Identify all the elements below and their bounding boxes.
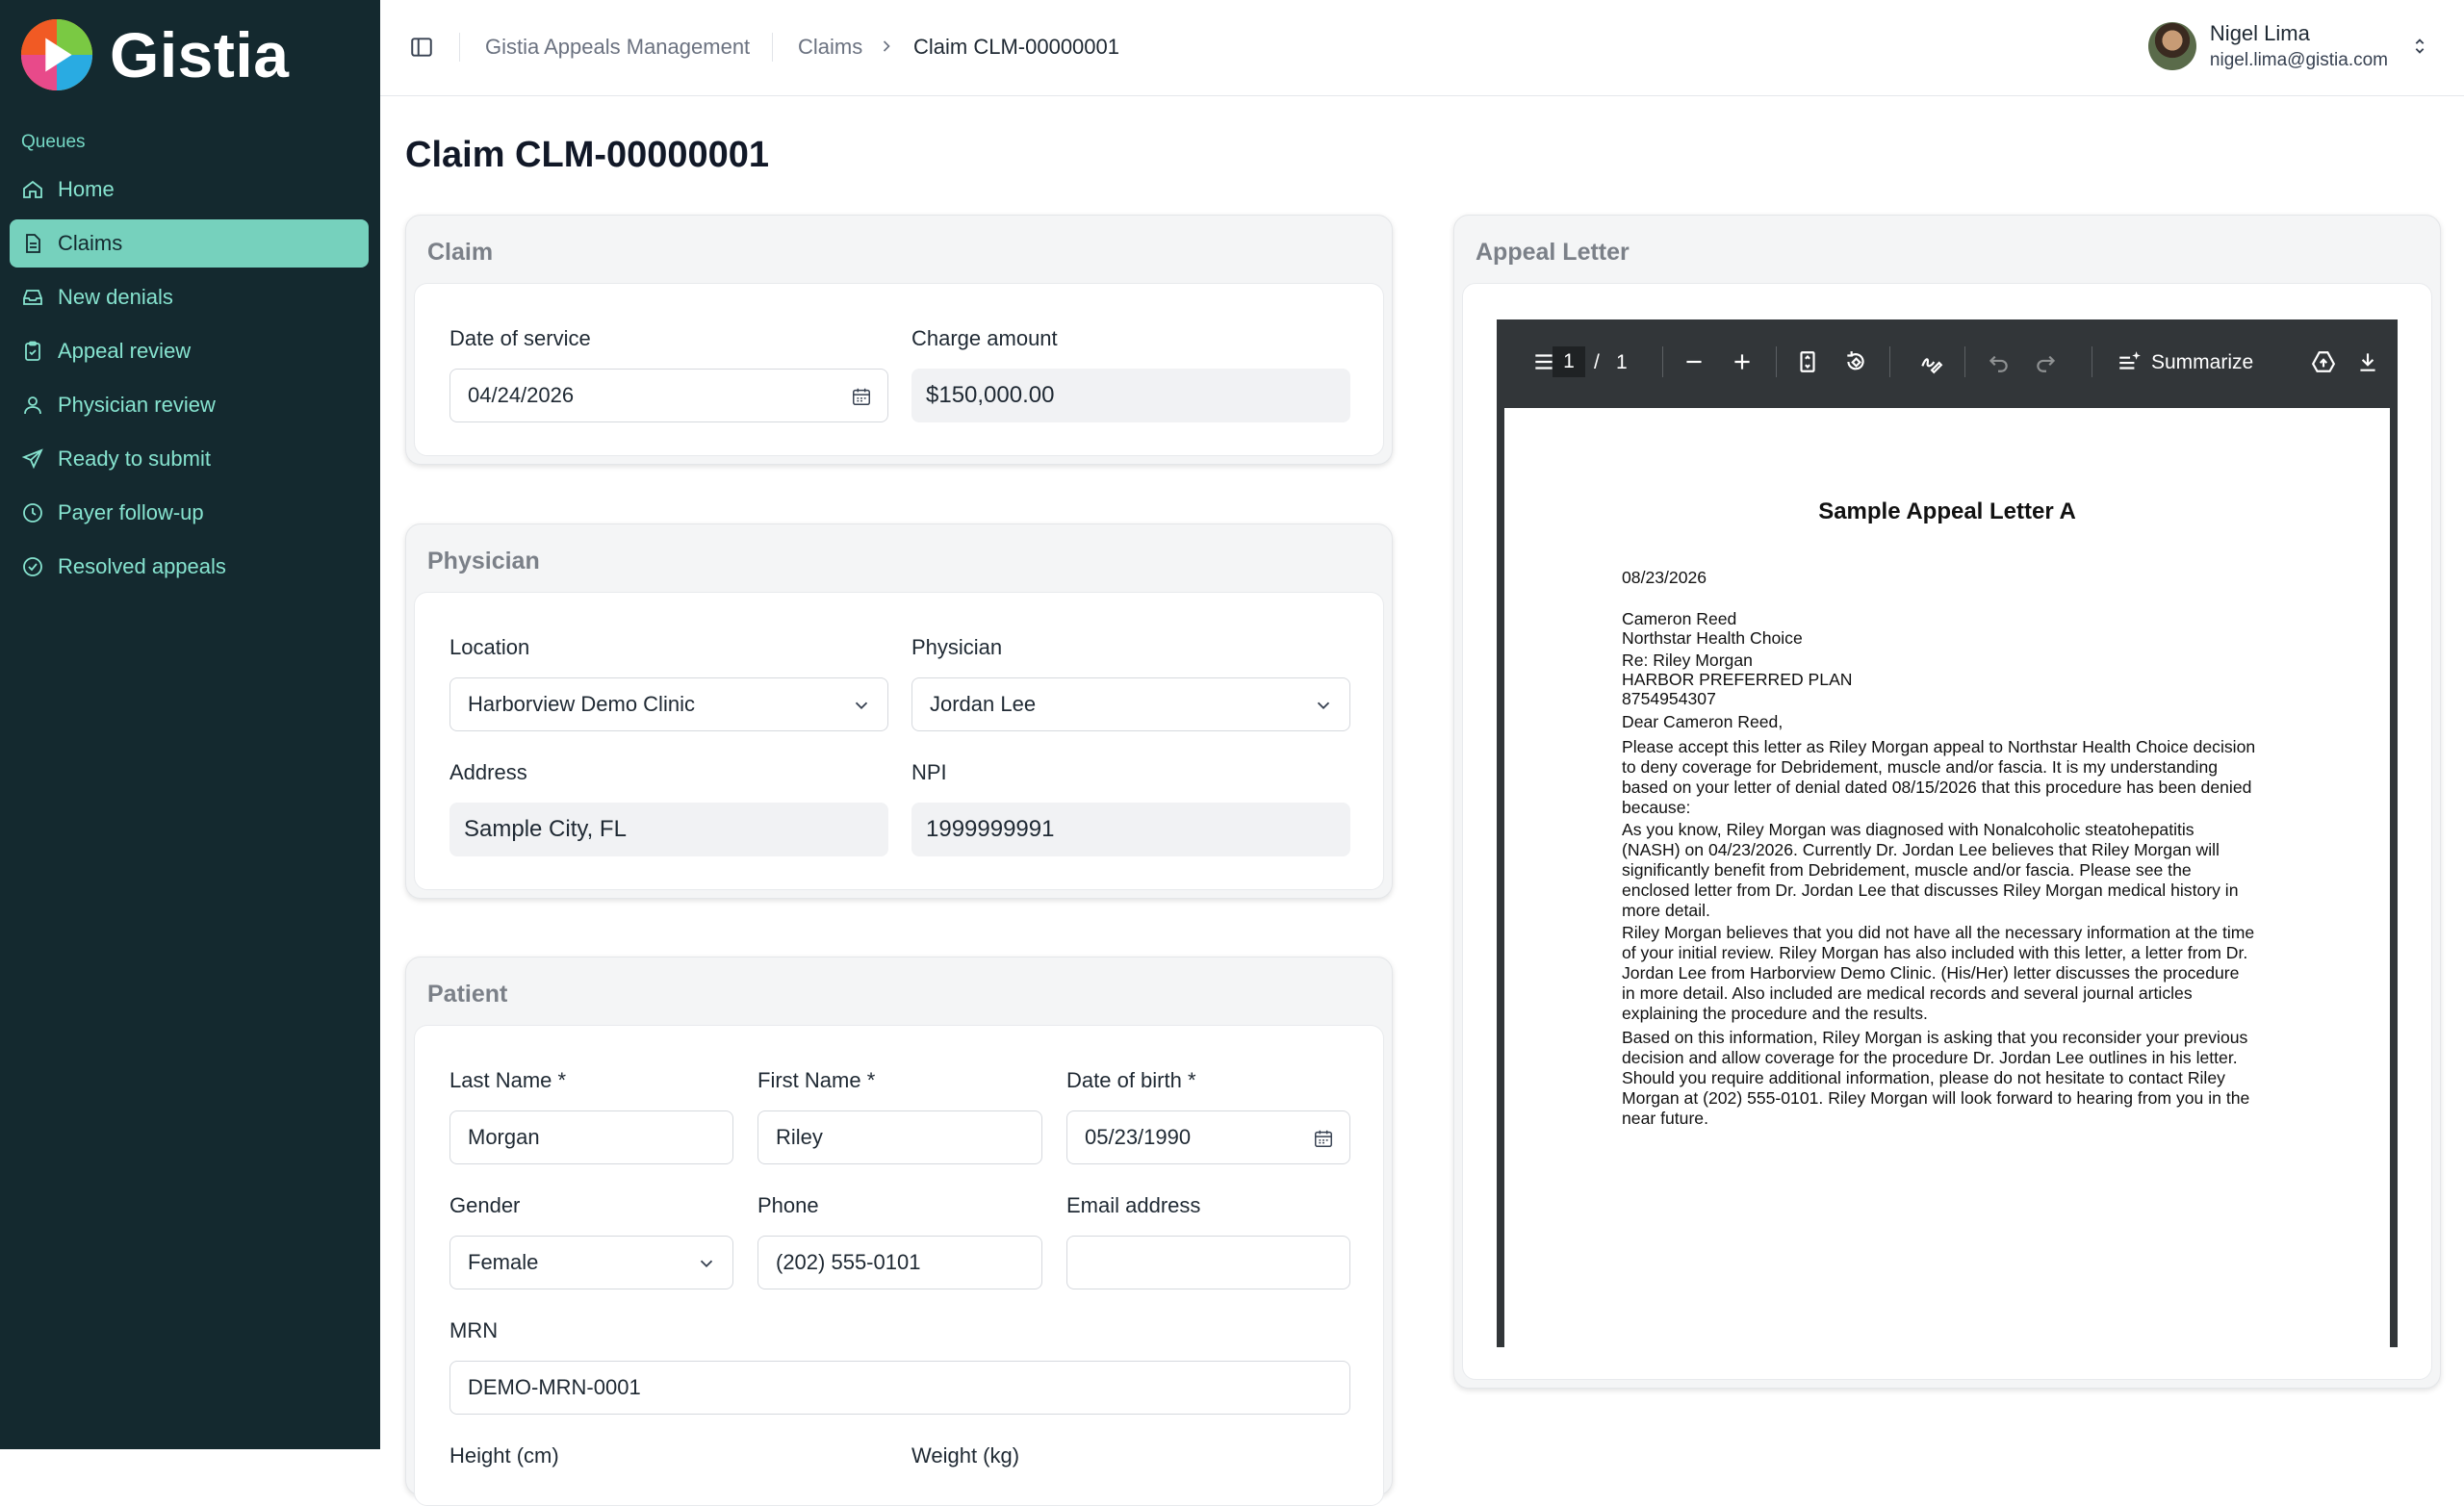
letter-line: based on your letter of denial dated 08/15/2026 that this procedure has been denied: [1622, 778, 2252, 797]
sidebar-nav: [10, 166, 369, 597]
sidebar-item-label: Physician review: [58, 393, 216, 417]
npi-value: 1999999991: [926, 816, 1055, 842]
logo[interactable]: [19, 17, 289, 92]
letter-line: Dear Cameron Reed,: [1622, 712, 1784, 731]
sidebar-item-physician-review[interactable]: [10, 381, 369, 429]
user-icon: [21, 394, 44, 417]
patient-card: [405, 957, 1393, 1495]
last-name-input[interactable]: [449, 1110, 733, 1164]
phone-input[interactable]: [757, 1236, 1042, 1289]
letter-line: enclosed letter from Dr. Jordan Lee that discusses Riley Morgan medical history in: [1622, 881, 2239, 900]
last-name-label: [449, 1068, 566, 1093]
first-name-label: [757, 1068, 875, 1093]
required-mark: *: [1187, 1068, 1196, 1092]
queues-section-label: Queues: [21, 132, 86, 152]
claim-card: [405, 215, 1393, 465]
clipboard-check-icon: [21, 340, 44, 363]
zoom-in-icon[interactable]: [1730, 349, 1755, 374]
letter-line: significantly benefit from Debridement, muscle and/or fascia. Please see the: [1622, 860, 2192, 880]
letter-line: in more detail. Also included are medical records and several journal articles: [1622, 983, 2193, 1003]
address-field: [449, 803, 888, 856]
sidebar-item-label: Appeal review: [58, 339, 192, 363]
letter-line: Cameron Reed: [1622, 609, 1737, 628]
location-value: Harborview Demo Clinic: [468, 692, 695, 716]
page-title: Claim CLM-00000001: [405, 135, 770, 175]
mrn-label: MRN: [449, 1318, 499, 1342]
toolbar-divider: [1776, 346, 1777, 377]
letter-line: 08/23/2026: [1622, 568, 1707, 587]
dob-label: [1066, 1068, 1196, 1093]
address-label: Address: [449, 760, 527, 784]
last-name-label-text: Last Name: [449, 1068, 552, 1092]
letter-line: explaining the procedure and the results.: [1622, 1004, 1928, 1023]
letter-line: Riley Morgan believes that you did not have all the necessary information at the time: [1622, 923, 2255, 942]
gender-select[interactable]: [449, 1236, 733, 1289]
toolbar-divider: [1964, 346, 1965, 377]
letter-line: Based on this information, Riley Morgan is asking that you reconsider your previous: [1622, 1028, 2248, 1047]
physician-value: Jordan Lee: [930, 692, 1037, 716]
user-email: nigel.lima@gistia.com: [2209, 50, 2388, 70]
location-select[interactable]: [449, 677, 888, 731]
user-menu[interactable]: [2148, 21, 2430, 71]
physician-label: Physician: [911, 635, 1003, 659]
chevron-up-down-icon: [2409, 36, 2430, 57]
chevron-right-icon: [877, 37, 896, 56]
sidebar-item-label: Claims: [58, 231, 123, 255]
breadcrumb-claims[interactable]: Claims: [798, 35, 863, 59]
gender-label: Gender: [449, 1193, 521, 1217]
inbox-icon: [21, 286, 44, 309]
patient-card-body: [414, 1025, 1384, 1506]
drive-upload-icon[interactable]: [2311, 349, 2336, 374]
date-of-service-label: Date of service: [449, 326, 591, 350]
check-circle-icon: [21, 555, 44, 578]
sidebar-item-label: Payer follow-up: [58, 500, 204, 524]
breadcrumb-current: Claim CLM-00000001: [913, 35, 1119, 59]
email-input[interactable]: [1066, 1236, 1350, 1289]
header-divider: [459, 33, 460, 62]
first-name-label-text: First Name: [757, 1068, 861, 1092]
email-label: Email address: [1066, 1193, 1201, 1217]
sidebar-item-payer-follow-up[interactable]: [10, 489, 369, 537]
chevron-down-icon: [696, 1253, 717, 1274]
user-name: Nigel Lima: [2209, 21, 2310, 45]
letter-line: Please accept this letter as Riley Morgan appeal to Northstar Health Choice decision: [1622, 737, 2256, 756]
sidebar-item-claims[interactable]: [10, 219, 369, 268]
pdf-page: [1504, 408, 2390, 1347]
charge-amount-value: $150,000.00: [926, 382, 1055, 408]
sidebar-item-home[interactable]: [10, 166, 369, 214]
sidebar-item-new-denials[interactable]: [10, 273, 369, 321]
location-label: Location: [449, 635, 530, 659]
letter-line: decision and allow coverage for the procedure Dr. Jordan Lee outlines in his letter.: [1622, 1048, 2238, 1067]
claim-card-title: Claim: [427, 239, 494, 266]
npi-label: NPI: [911, 760, 947, 784]
phone-label: Phone: [757, 1193, 819, 1217]
breadcrumb-app[interactable]: Gistia Appeals Management: [485, 35, 751, 59]
sidebar-item-label: Home: [58, 177, 115, 201]
toolbar-divider: [1889, 346, 1890, 377]
sidebar: [0, 0, 380, 1449]
first-name-input[interactable]: [757, 1110, 1042, 1164]
chevron-down-icon: [1313, 695, 1334, 716]
address-value: Sample City, FL: [464, 816, 627, 842]
letter-line: Northstar Health Choice: [1622, 628, 1803, 648]
height-label: Height (cm): [449, 1443, 559, 1468]
letter-line: because:: [1622, 798, 1691, 817]
download-icon[interactable]: [2355, 349, 2380, 374]
letter-line: Re: Riley Morgan: [1622, 651, 1753, 670]
physician-card-title: Physician: [427, 548, 540, 574]
letter-line: to deny coverage for Debridement, muscle and/or fascia. It is my understanding: [1622, 757, 2219, 777]
letter-line: Jordan Lee from Harborview Demo Clinic. (His/Her) letter discusses the procedure: [1622, 963, 2240, 983]
calendar-icon[interactable]: [851, 386, 872, 407]
sidebar-item-resolved-appeals[interactable]: [10, 543, 369, 591]
physician-card-body: [414, 592, 1384, 890]
clock-icon: [21, 501, 44, 524]
top-header: [380, 0, 2464, 96]
summarize-button[interactable]: Summarize: [2151, 351, 2254, 373]
letter-line: Should you require additional information, please do not hesitate to contact Riley: [1622, 1068, 2225, 1087]
gender-value: Female: [468, 1250, 539, 1274]
page-number-input[interactable]: 1: [1553, 346, 1585, 377]
calendar-icon[interactable]: [1313, 1128, 1334, 1149]
dob-value: 05/23/1990: [1085, 1125, 1192, 1149]
toolbar-divider: [1662, 346, 1663, 377]
letter-line: 8754954307: [1622, 689, 1716, 708]
appeal-letter-title: Appeal Letter: [1476, 239, 1630, 266]
pdf-viewer[interactable]: [1497, 319, 2398, 1347]
date-of-service-field[interactable]: [449, 369, 888, 422]
npi-field: [911, 803, 1350, 856]
weight-label: Weight (kg): [911, 1443, 1020, 1468]
avatar: [2148, 22, 2196, 70]
page-separator: /: [1594, 351, 1600, 373]
claim-card-body: [414, 283, 1384, 456]
sidebar-item-label: New denials: [58, 285, 173, 309]
fit-page-icon[interactable]: [1795, 349, 1820, 374]
last-name-value: Morgan: [468, 1125, 540, 1149]
patient-card-title: Patient: [427, 981, 508, 1008]
brand-name: Gistia: [110, 19, 290, 90]
send-icon: [21, 447, 44, 471]
letter-line: more detail.: [1622, 901, 1710, 920]
letter-line: As you know, Riley Morgan was diagnosed with Nonalcoholic steatohepatitis: [1622, 820, 2194, 839]
phone-value: (202) 555-0101: [776, 1250, 921, 1274]
sidebar-item-label: Resolved appeals: [58, 554, 226, 578]
undo-icon[interactable]: [1986, 349, 2011, 374]
letter-line: HARBOR PREFERRED PLAN: [1622, 670, 1853, 689]
chevron-down-icon: [851, 695, 872, 716]
letter-line: (NASH) on 04/23/2026. Currently Dr. Jordan Lee believes that Riley Morgan will: [1622, 840, 2220, 859]
page-total: 1: [1616, 351, 1628, 373]
home-icon: [21, 178, 44, 201]
sidebar-item-label: Ready to submit: [58, 447, 211, 471]
gistia-logo-icon: [19, 17, 94, 92]
required-mark: *: [557, 1068, 567, 1092]
letter-title: Sample Appeal Letter A: [1818, 498, 2076, 524]
document-icon: [21, 232, 44, 255]
sidebar-item-ready-to-submit[interactable]: [10, 435, 369, 483]
dob-field[interactable]: [1066, 1110, 1350, 1164]
dob-label-text: Date of birth: [1066, 1068, 1182, 1092]
rotate-icon[interactable]: [1843, 349, 1868, 374]
letter-line: of your initial review. Riley Morgan has also included with this letter, a letter from Dr.: [1622, 943, 2248, 962]
draw-icon[interactable]: [1918, 349, 1943, 374]
pdf-toolbar: [1497, 319, 2398, 404]
physician-card: [405, 523, 1393, 899]
first-name-value: Riley: [776, 1125, 823, 1149]
summarize-icon[interactable]: [2117, 349, 2142, 374]
physician-select[interactable]: [911, 677, 1350, 731]
zoom-out-icon[interactable]: [1681, 349, 1707, 374]
required-mark: *: [866, 1068, 876, 1092]
header-divider: [772, 33, 773, 62]
charge-amount-field: [911, 369, 1350, 422]
date-of-service-value: 04/24/2026: [468, 383, 575, 407]
charge-amount-label: Charge amount: [911, 326, 1058, 350]
mrn-input[interactable]: [449, 1361, 1350, 1415]
redo-icon[interactable]: [2034, 349, 2059, 374]
letter-line: Morgan at (202) 555-0101. Riley Morgan will look forward to hearing from you in the: [1622, 1088, 2250, 1108]
sidebar-toggle-icon[interactable]: [409, 35, 434, 60]
letter-line: near future.: [1622, 1109, 1708, 1128]
sidebar-item-appeal-review[interactable]: [10, 327, 369, 375]
mrn-value: DEMO-MRN-0001: [468, 1375, 641, 1399]
